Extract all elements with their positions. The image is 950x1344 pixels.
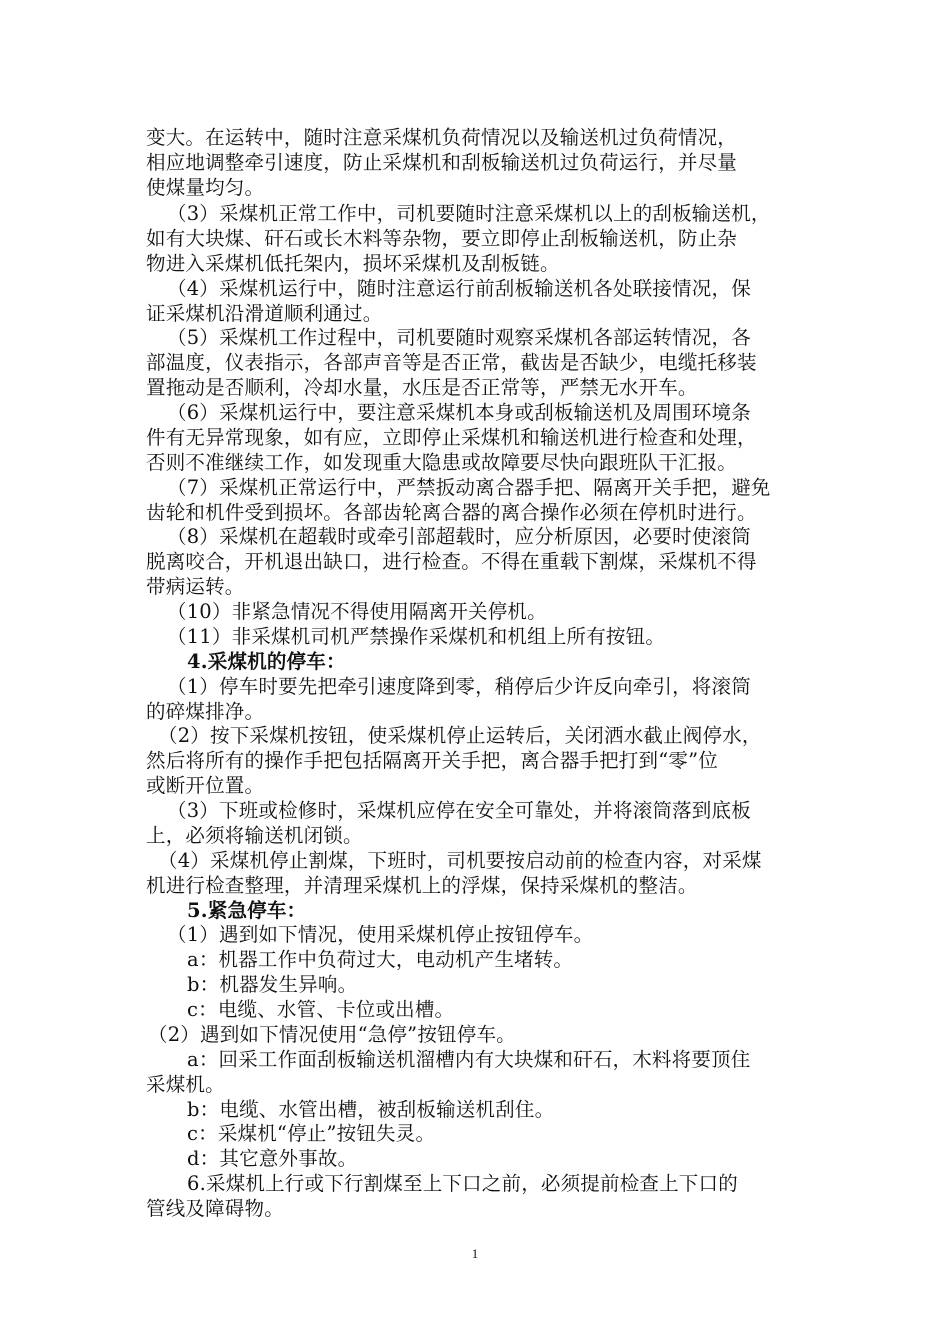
text-line: 上，必须将输送机闭锁。 xyxy=(146,824,363,847)
text-line: （2）按下采煤机按钮，使采煤机停止运转后，关闭洒水截止阀停水， xyxy=(158,724,762,747)
text-line: 管线及障碍物。 xyxy=(146,1197,284,1220)
text-line: c：采煤机“停止”按钮失灵。 xyxy=(187,1122,436,1145)
text-line: 或断开位置。 xyxy=(146,774,265,797)
text-line: 带病运转。 xyxy=(146,575,245,598)
text-line: （3）下班或检修时，采煤机应停在安全可靠处，并将滚筒落到底板 xyxy=(167,799,751,822)
section-heading: 5.紧急停车： xyxy=(187,899,307,922)
text-line: 齿轮和机件受到损坏。各部齿轮离合器的离合操作必须在停机时进行。 xyxy=(146,501,757,524)
text-line: 然后将所有的操作手把包括隔离开关手把，离合器手把打到“零”位 xyxy=(146,749,718,772)
text-line: 的碎煤排净。 xyxy=(146,700,265,723)
text-line: 机进行检查整理，并清理采煤机上的浮煤，保持采煤机的整洁。 xyxy=(146,874,698,897)
section-heading: 4.采煤机的停车： xyxy=(187,650,346,673)
text-line: （2）遇到如下情况使用“急停”按钮停车。 xyxy=(148,1023,516,1046)
text-line: （1）停车时要先把牵引速度降到零，稍停后少许反向牵引，将滚筒 xyxy=(167,675,751,698)
text-line: （8）采煤机在超载时或牵引部超载时，应分析原因，必要时使滚筒 xyxy=(167,525,751,548)
text-line: 使煤量均匀。 xyxy=(146,176,265,199)
text-line: 如有大块煤、矸石或长木料等杂物，要立即停止刮板输送机，防止杂 xyxy=(146,227,738,250)
text-line: 置拖动是否顺利，冷却水量，水压是否正常等，严禁无水开车。 xyxy=(146,376,698,399)
text-line: c：电缆、水管、卡位或出槽。 xyxy=(187,998,455,1021)
text-line: d：其它意外事故。 xyxy=(187,1147,358,1170)
text-line: b：机器发生异响。 xyxy=(187,973,358,996)
text-line: （11）非采煤机司机严禁操作采煤机和机组上所有按钮。 xyxy=(167,625,666,648)
text-line: （5）采煤机工作过程中，司机要随时观察采煤机各部运转情况，各 xyxy=(167,326,751,349)
text-line: a：机器工作中负荷过大，电动机产生堵转。 xyxy=(187,948,574,971)
text-line: 脱离咬合，开机退出缺口，进行检查。不得在重载下割煤，采煤机不得 xyxy=(146,550,757,573)
text-line: （4）采煤机运行中，随时注意运行前刮板输送机各处联接情况，保 xyxy=(167,277,751,300)
text-line: 6.采煤机上行或下行割煤至上下口之前，必须提前检查上下口的 xyxy=(187,1172,738,1195)
text-line: 否则不准继续工作，如发现重大隐患或故障要尽快向跟班队干汇报。 xyxy=(146,451,738,474)
text-line: b：电缆、水管出槽，被刮板输送机刮住。 xyxy=(187,1098,555,1121)
text-line: 证采煤机沿滑道顺利通过。 xyxy=(146,302,383,325)
text-line: （4）采煤机停止割煤，下班时，司机要按启动前的检查内容，对采煤 xyxy=(158,849,762,872)
text-line: 部温度，仪表指示，各部声音等是否正常，截齿是否缺少，电缆托移装 xyxy=(146,351,757,374)
text-line: 采煤机。 xyxy=(146,1073,225,1096)
text-line: 变大。在运转中，随时注意采煤机负荷情况以及输送机过负荷情况， xyxy=(146,126,738,149)
text-line: （6）采煤机运行中，要注意采煤机本身或刮板输送机及周围环境条 xyxy=(167,401,751,424)
text-line: （10）非紧急情况不得使用隔离开关停机。 xyxy=(167,600,547,623)
text-line: 相应地调整牵引速度，防止采煤机和刮板输送机过负荷运行，并尽量 xyxy=(146,151,738,174)
text-line: （3）采煤机正常工作中，司机要随时注意采煤机以上的刮板输送机， xyxy=(167,202,771,225)
text-line: 物进入采煤机低托架内，损坏采煤机及刮板链。 xyxy=(146,252,560,275)
text-line: a：回采工作面刮板输送机溜槽内有大块煤和矸石，木料将要顶住 xyxy=(187,1048,751,1071)
page-number: 1 xyxy=(471,1246,479,1261)
text-line: （7）采煤机正常运行中，严禁扳动离合器手把、隔离开关手把，避免 xyxy=(167,476,771,499)
text-line: （1）遇到如下情况，使用采煤机停止按钮停车。 xyxy=(167,923,594,946)
text-line: 件有无异常现象，如有应，立即停止采煤机和输送机进行检查和处理， xyxy=(146,426,757,449)
